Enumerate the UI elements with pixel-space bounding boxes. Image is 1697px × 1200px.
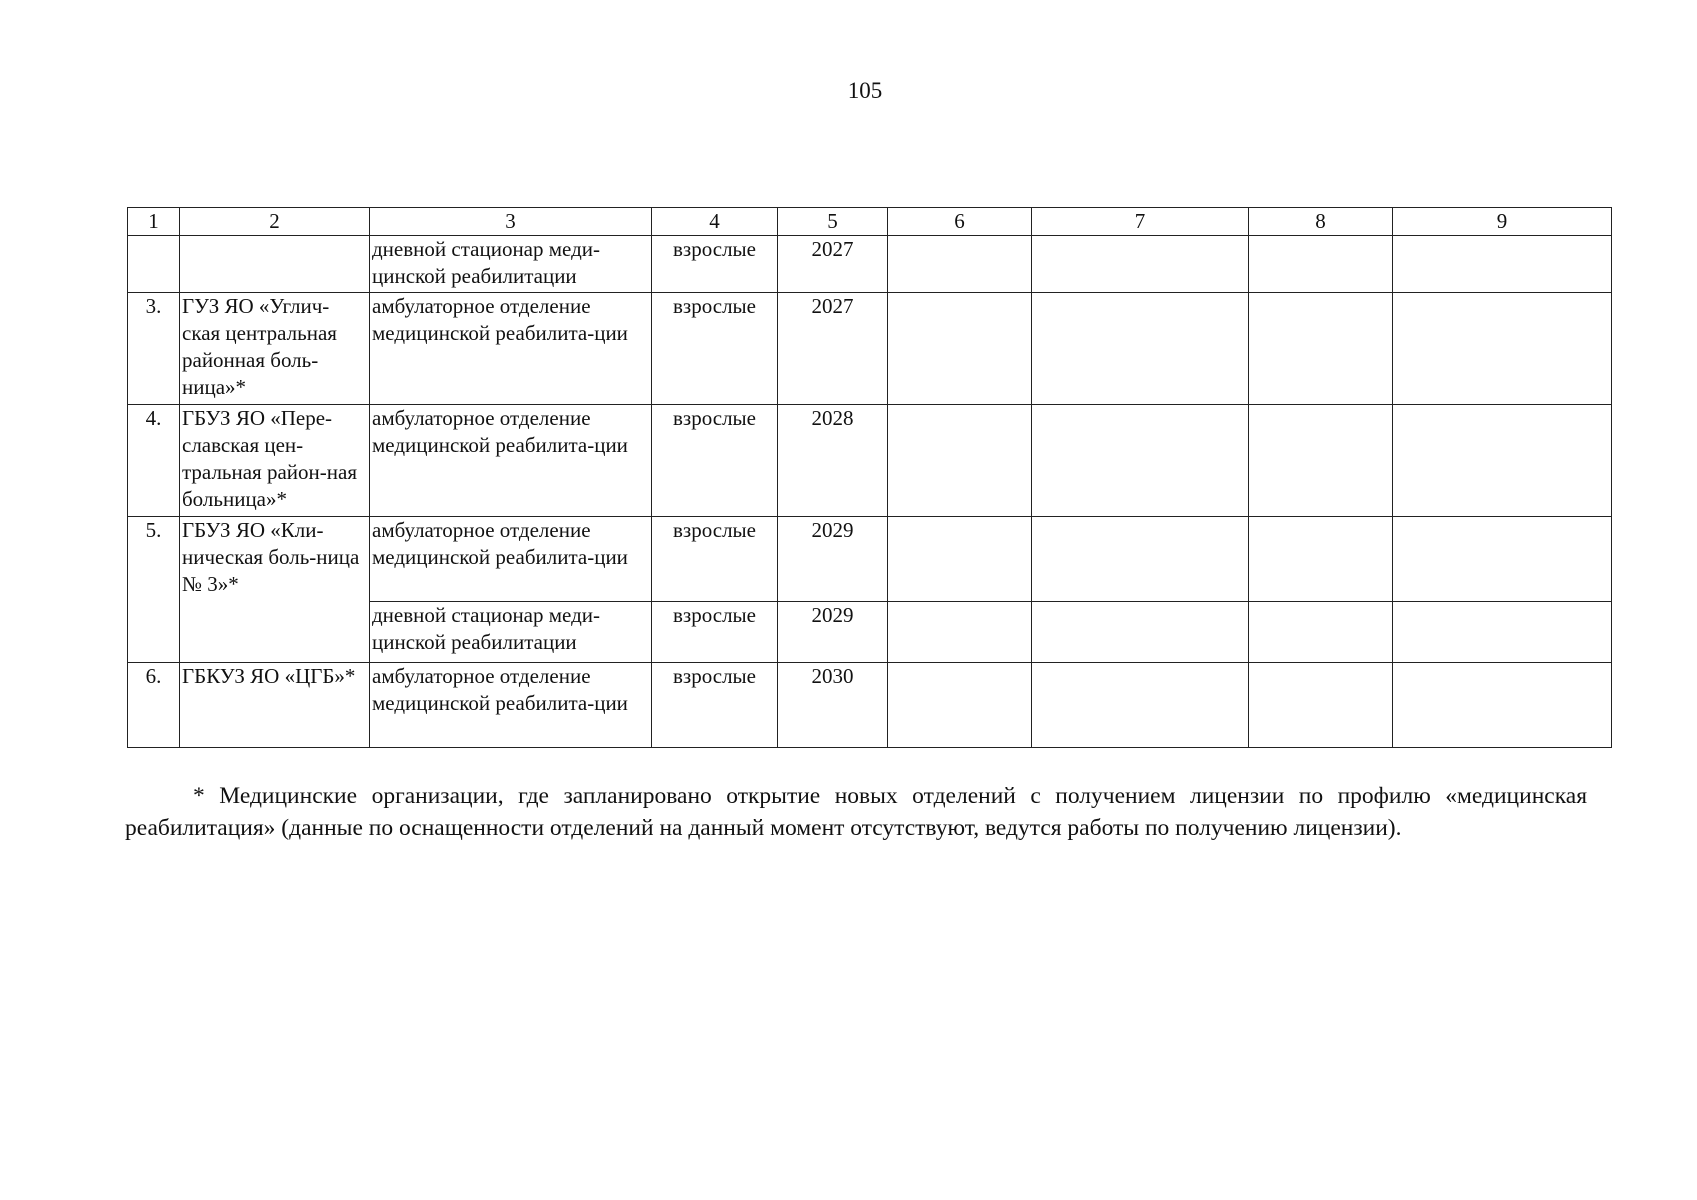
department-cell: амбулаторное отделение медицинской реабилита-ции [370,663,652,748]
empty-cell [1032,602,1249,663]
empty-cell [1249,663,1393,748]
empty-cell [1032,517,1249,602]
department-cell: дневной стационар меди-цинской реабилитации [370,602,652,663]
column-header: 7 [1032,208,1249,236]
year-cell: 2028 [778,405,888,517]
row-number [128,236,180,293]
department-cell: амбулаторное отделение медицинской реабилита-ции [370,405,652,517]
table-row [128,663,1612,748]
column-header: 9 [1393,208,1612,236]
row-number: 5. [128,517,180,663]
empty-cell [1032,293,1249,405]
patient-group-cell: взрослые [652,236,778,293]
empty-cell [1393,236,1612,293]
rehabilitation-table [127,207,1612,748]
table-row [128,517,1612,602]
row-number: 4. [128,405,180,517]
empty-cell [1249,405,1393,517]
empty-cell [1249,293,1393,405]
empty-cell [1032,405,1249,517]
empty-cell [1032,663,1249,748]
patient-group-cell: взрослые [652,405,778,517]
department-cell: амбулаторное отделение медицинской реабилита-ции [370,293,652,405]
table-row [128,405,1612,517]
empty-cell [888,602,1032,663]
empty-cell [888,517,1032,602]
footnote: * Медицинские организации, где запланировано открытие новых отделений с получением лицензии по профилю «медицинская реабилитация» (данные по оснащенности отделений на данный момент отсутствуют, ведутся работы по получению лицензии). [125,783,1587,841]
year-cell: 2027 [778,236,888,293]
organization-cell: ГБКУЗ ЯО «ЦГБ»* [180,663,370,748]
empty-cell [888,663,1032,748]
empty-cell [1249,602,1393,663]
empty-cell [888,236,1032,293]
patient-group-cell: взрослые [652,293,778,405]
empty-cell [888,293,1032,405]
table-row [128,236,1612,293]
year-cell: 2029 [778,517,888,602]
year-cell: 2027 [778,293,888,405]
column-header: 4 [652,208,778,236]
patient-group-cell: взрослые [652,663,778,748]
column-header: 8 [1249,208,1393,236]
column-header: 2 [180,208,370,236]
empty-cell [1393,517,1612,602]
table-header-row [128,208,1612,236]
year-cell: 2029 [778,602,888,663]
empty-cell [888,405,1032,517]
row-number: 3. [128,293,180,405]
empty-cell [1249,236,1393,293]
row-number: 6. [128,663,180,748]
column-header: 6 [888,208,1032,236]
column-header: 3 [370,208,652,236]
organization-cell: ГБУЗ ЯО «Кли-ническая боль-ница № 3»* [180,517,370,663]
department-cell: амбулаторное отделение медицинской реабилита-ции [370,517,652,602]
department-cell: дневной стационар меди-цинской реабилитации [370,236,652,293]
column-header: 5 [778,208,888,236]
empty-cell [1393,602,1612,663]
year-cell: 2030 [778,663,888,748]
empty-cell [1393,663,1612,748]
empty-cell [1393,405,1612,517]
column-header: 1 [128,208,180,236]
patient-group-cell: взрослые [652,517,778,602]
empty-cell [1032,236,1249,293]
patient-group-cell: взрослые [652,602,778,663]
organization-cell [180,236,370,293]
organization-cell: ГУЗ ЯО «Углич-ская центральная районная боль-ница»* [180,293,370,405]
page-number: 105 [847,78,883,103]
table-row [128,293,1612,405]
empty-cell [1393,293,1612,405]
empty-cell [1249,517,1393,602]
organization-cell: ГБУЗ ЯО «Пере-славская цен-тральная район-ная больница»* [180,405,370,517]
